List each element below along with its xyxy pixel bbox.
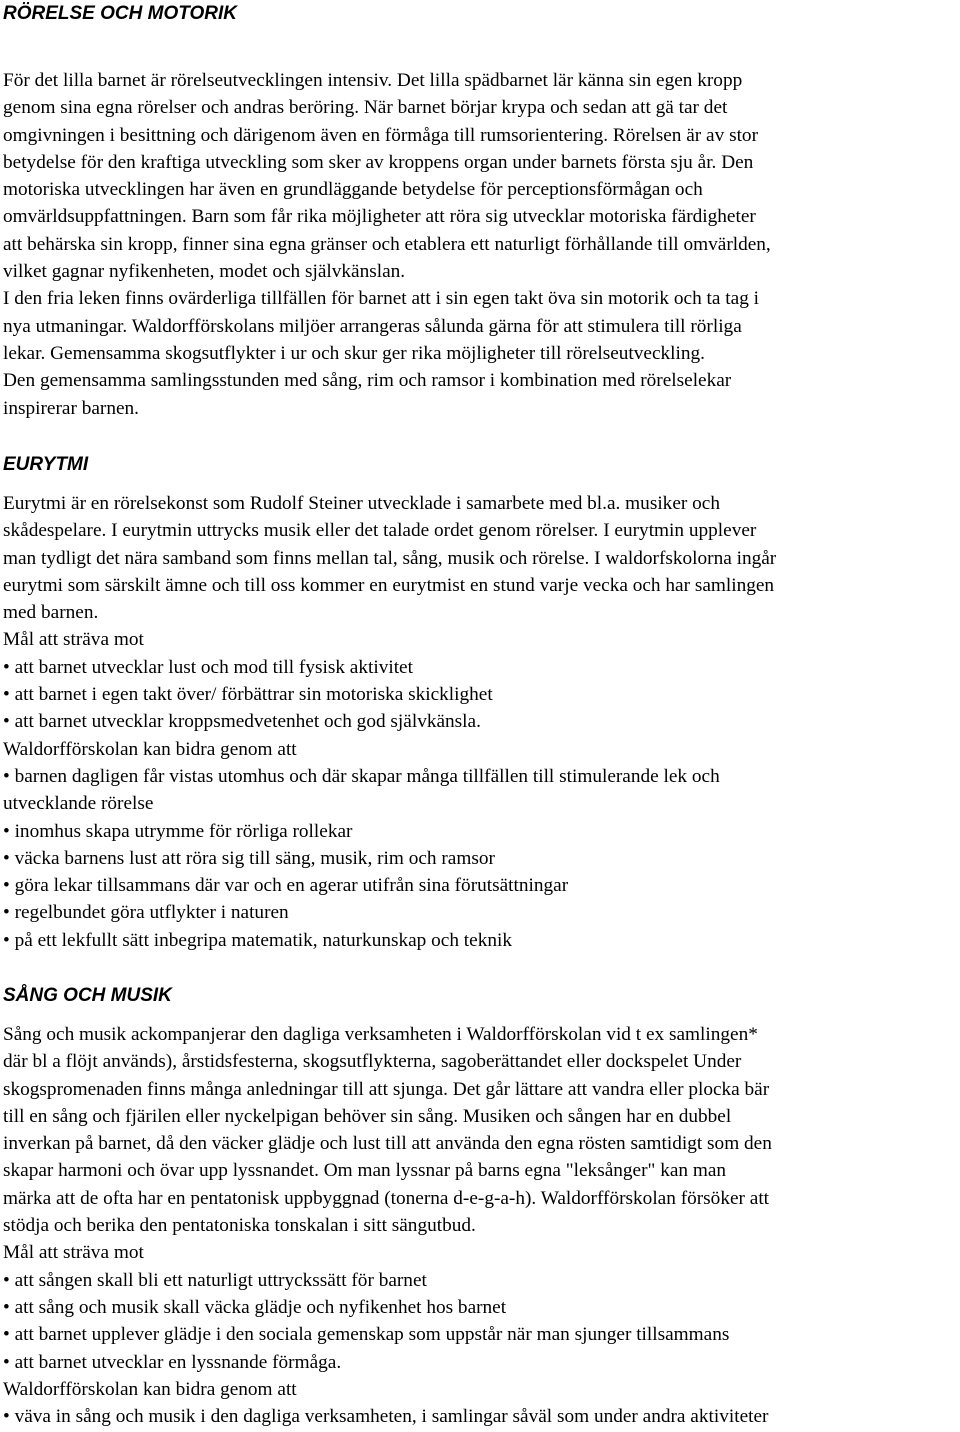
text-line: skådespelare. I eurytmin uttrycks musik eller det talade ordet genom rörelser. I eurytmin upplever: [3, 520, 757, 542]
text-line: lekar. Gemensamma skogsutflykter i ur och skur ger rika möjligheter till rörelseutveckling.: [3, 342, 705, 364]
text-line: skogspromenaden finns många anledningar till att sjunga. Det går lättare att vandra eller plocka bär: [3, 1078, 770, 1100]
bullet-item: • att barnet utvecklar en lyssnande förmåga.: [3, 1351, 342, 1373]
text-line: Den gemensamma samlingsstunden med sång, rim och ramsor i kombination med rörelselekar: [3, 370, 732, 392]
bullet-item: • att sång och musik skall väcka glädje och nyfikenhet hos barnet: [3, 1296, 507, 1318]
text-line: I den fria leken finns ovärderliga tillfällen för barnet att i sin egen takt öva sin motorik och ta tag i: [3, 288, 760, 310]
text-line: nya utmaningar. Waldorfförskolans miljöer arrangeras sålunda gärna för att stimulera till rörliga: [3, 315, 742, 337]
text-line: motoriska utvecklingen har även en grundläggande betydelse för perceptionsförmågan och: [3, 179, 703, 201]
bullet-item: • göra lekar tillsammans där var och en agerar utifrån sina förutsättningar: [3, 875, 569, 897]
text-line: vilket gagnar nyfikenheten, modet och självkänslan.: [3, 261, 406, 283]
bullet-item: • att barnet i egen takt över/ förbättrar sin motoriska skicklighet: [3, 684, 493, 706]
bullet-item: • inomhus skapa utrymme för rörliga rollekar: [3, 820, 353, 842]
text-line: eurytmi som särskilt ämne och till oss kommer en eurytmist en stund varje vecka och har samlingen: [3, 574, 775, 596]
text-line: stödja och berika den pentatoniska tonskalan i sitt sängutbud.: [3, 1215, 476, 1237]
text-line: till en sång och fjärilen eller nyckelpigan behöver sin sång. Musiken och sången har en dubbel: [3, 1105, 732, 1127]
text-line: omgivningen i besittning och därigenom även en förmåga till rumsorientering. Rörelsen är av stor: [3, 124, 758, 146]
bullet-item: • väva in sång och musik i den dagliga verksamheten, i samlingar såväl som under andra aktiviteter: [3, 1406, 769, 1428]
section-body-sang-och-musik: [3, 1021, 772, 1430]
text-line: genom sina egna rörelser och andras beröring. När barnet börjar krypa och sedan att gä tar det: [3, 97, 728, 119]
bullet-item: • att barnet utvecklar kroppsmedvetenhet och god självkänsla.: [3, 711, 481, 733]
section-heading-eurytmi: EURYTMI: [3, 454, 89, 475]
bullet-item: • barnen dagligen får vistas utomhus och där skapar många tillfällen till stimulerande lek och: [3, 765, 720, 787]
bullet-item: • på ett lekfullt sätt inbegripa matematik, naturkunskap och teknik: [3, 929, 512, 951]
text-line: märka att de ofta har en pentatonisk uppbyggnad (tonerna d-e-g-a-h). Waldorfförskolan försöker att: [3, 1187, 770, 1209]
section-body-eurytmi: [3, 490, 776, 954]
text-line: Mål att sträva mot: [3, 629, 144, 651]
text-line: med barnen.: [3, 602, 99, 624]
text-line: man tydligt det nära samband som finns mellan tal, sång, musik och rörelse. I waldorfskolorna ingår: [3, 547, 777, 569]
section-body-rorelse: [3, 67, 771, 422]
text-line: inverkan på barnet, då den väcker glädje och lust till att använda den egna rösten samtidigt som den: [3, 1133, 772, 1155]
section-heading-rorelse: RÖRELSE OCH MOTORIK: [3, 3, 237, 24]
text-line: För det lilla barnet är rörelseutvecklingen intensiv. Det lilla spädbarnet lär känna sin egen kropp: [3, 70, 743, 91]
text-line: Sång och musik ackompanjerar den dagliga verksamheten i Waldorfförskolan vid t ex samlingen*: [3, 1024, 758, 1045]
text-line: skapar harmoni och övar upp lyssnandet. Om man lyssnar på barns egna "leksånger" kan man: [3, 1160, 727, 1182]
text-line: att behärska sin kropp, finner sina egna gränser och etablera ett naturligt förhållande till omvärlden,: [3, 233, 771, 255]
text-line: Eurytmi är en rörelsekonst som Rudolf Steiner utvecklade i samarbete med bl.a. musiker och: [3, 493, 720, 514]
text-line: där bl a flöjt används), årstidsfesterna, skogsutflykterna, sagoberättandet eller dockspelet Under: [3, 1051, 742, 1073]
text-line: utvecklande rörelse: [3, 793, 154, 815]
text-line: Waldorfförskolan kan bidra genom att: [3, 1378, 297, 1400]
text-line: omvärldsuppfattningen. Barn som får rika möjligheter att röra sig utvecklar motoriska färdigheter: [3, 206, 756, 228]
text-line: inspirerar barnen.: [3, 397, 139, 419]
text-line: Waldorfförskolan kan bidra genom att: [3, 738, 297, 760]
bullet-item: • väcka barnens lust att röra sig till säng, musik, rim och ramsor: [3, 847, 495, 869]
bullet-item: • att sången skall bli ett naturligt uttryckssätt för barnet: [3, 1269, 427, 1291]
section-heading-sang-och-musik: SÅNG OCH MUSIK: [3, 985, 172, 1006]
bullet-item: • att barnet utvecklar lust och mod till fysisk aktivitet: [3, 656, 413, 678]
text-line: betydelse för den kraftiga utveckling som sker av kroppens organ under barnets första sju år. Den: [3, 151, 754, 173]
bullet-item: • att barnet upplever glädje i den sociala gemenskap som uppstår när man sjunger tillsammans: [3, 1324, 730, 1346]
bullet-item: • regelbundet göra utflykter i naturen: [3, 902, 289, 924]
text-line: Mål att sträva mot: [3, 1242, 144, 1264]
